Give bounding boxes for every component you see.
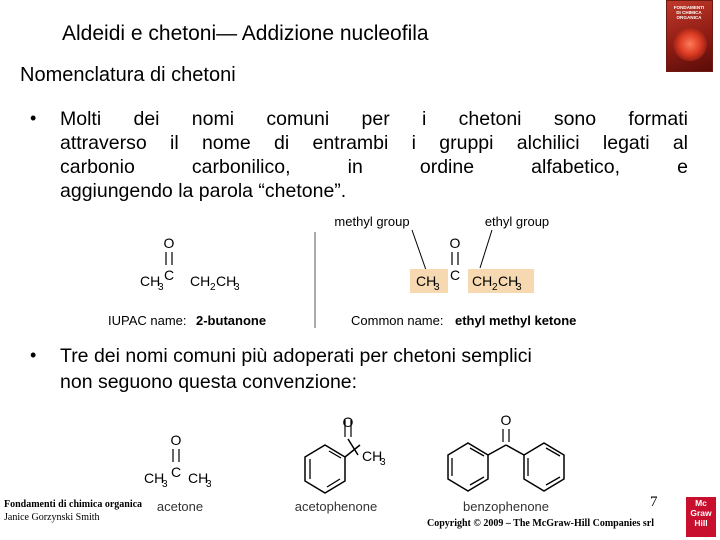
common-ketones-figure (130, 415, 610, 515)
oxygen-atom: O (342, 415, 354, 430)
acetophenone-name: acetophenone (294, 499, 378, 514)
butanone-structure-common (334, 214, 576, 328)
benzophenone-structure (448, 415, 564, 514)
methyl-group-text: CH (416, 273, 437, 289)
subscript: 3 (380, 457, 386, 468)
book-cover-image (666, 0, 713, 72)
common-name-label: Common name: (351, 313, 444, 328)
oxygen-atom: O (500, 415, 512, 428)
acetone-name: acetone (156, 499, 204, 514)
copyright-notice: Copyright © 2009 – The McGraw-Hill Companies srl (427, 518, 655, 529)
subscript: 3 (162, 479, 168, 490)
carbonyl-carbon: C (449, 267, 461, 283)
methyl-text: CH (362, 448, 383, 464)
iupac-name-label: IUPAC name: (108, 313, 187, 328)
bullet-2-line: Tre dei nomi comuni più adoperati per chetoni semplici (60, 345, 532, 367)
benzophenone-name: benzophenone (462, 499, 550, 514)
methyl-text: CH (144, 470, 165, 486)
acetone-structure (144, 432, 212, 514)
publisher-logo-line: Hill (694, 518, 708, 528)
bullet-2-line: non seguono questa convenzione: (60, 371, 358, 393)
iupac-name-value: 2-butanone (196, 313, 267, 328)
oxygen-atom: O (170, 432, 182, 448)
butanone-figure (100, 210, 610, 335)
oxygen-atom: O (449, 235, 461, 251)
oxygen-atom: O (163, 235, 175, 251)
ethyl-group-label: ethyl group (484, 214, 550, 229)
subscript: 3 (234, 282, 240, 293)
ethyl-ch3-text: CH (216, 273, 237, 289)
bullet-1-line: aggiungendo la parola “chetone”. (60, 180, 347, 202)
publisher-logo-line: Graw (690, 508, 712, 518)
flower-illustration (673, 27, 707, 61)
subscript: 2 (210, 282, 216, 293)
subscript: 2 (492, 282, 498, 293)
carbonyl-carbon: C (170, 464, 182, 480)
common-name-value: ethyl methyl ketone (455, 313, 577, 328)
butanone-structure-iupac (108, 235, 266, 328)
section-heading: Nomenclatura di chetoni (20, 64, 236, 86)
subscript: 3 (434, 282, 440, 293)
subscript: 3 (158, 282, 164, 293)
book-cover-title-line: DI CHIMICA (676, 10, 702, 15)
book-cover-title-line: ORGANICA (676, 15, 702, 20)
acetophenone-structure (295, 415, 386, 514)
footer-book-info (4, 498, 142, 524)
bullet-marker: • (30, 345, 37, 365)
footer-book-title: Fondamenti di chimica organica (4, 499, 143, 510)
page-number: 7 (650, 494, 658, 510)
methyl-text: CH (188, 470, 209, 486)
bullet-1-line: attraverso il nome di entrambi i gruppi alchilici legati al (60, 132, 688, 154)
publisher-logo (686, 497, 716, 537)
bullet-marker: • (30, 108, 37, 128)
ethyl-ch2-text: CH (472, 273, 493, 289)
book-cover-title-line: FONDAMENTI (673, 5, 705, 10)
subscript: 3 (516, 282, 522, 293)
methyl-group-text: CH (140, 273, 161, 289)
bullet-1-line: Molti dei nomi comuni per i chetoni sono formati (60, 108, 688, 130)
carbonyl-carbon: C (163, 267, 175, 283)
slide-title: Aldeidi e chetoni— Addizione nucleofila (62, 22, 429, 45)
publisher-logo-line: Mc (695, 498, 707, 508)
ethyl-ch2-text: CH (190, 273, 211, 289)
bullet-text-2 (60, 343, 700, 395)
methyl-group-label: methyl group (334, 214, 410, 229)
bullet-1-line: carbonio carbonilico, in ordine alfabetico, e (60, 156, 688, 178)
bullet-text-1 (60, 107, 688, 203)
subscript: 3 (206, 479, 212, 490)
footer-author: Janice Gorzynski Smith (4, 512, 100, 523)
ethyl-ch3-text: CH (498, 273, 519, 289)
